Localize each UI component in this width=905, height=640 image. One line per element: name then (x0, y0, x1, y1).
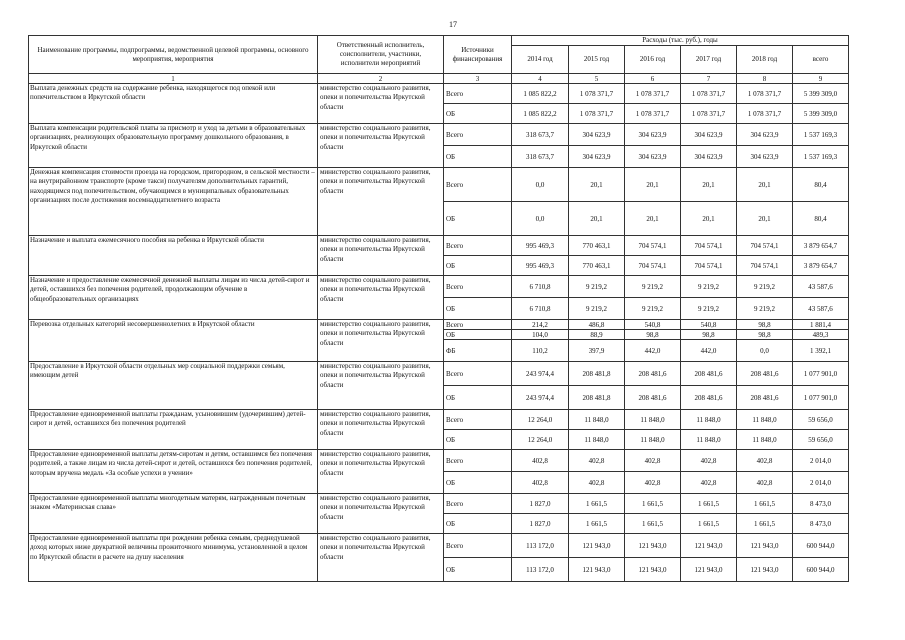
table-row (29, 320, 849, 330)
expense-value: 0,0 (512, 168, 569, 202)
expense-value: 5 399 309,0 (793, 84, 849, 104)
expense-value: 1 661,5 (569, 514, 625, 534)
executor: министерство социального развития, опеки и попечительства Иркутской области (318, 84, 444, 124)
column-number: 6 (625, 74, 681, 84)
expense-value: 20,1 (625, 168, 681, 202)
header-year: 2014 год (512, 46, 569, 74)
expense-value: 402,8 (737, 472, 793, 494)
expense-value: 9 219,2 (569, 276, 625, 298)
funding-source: Всего (444, 410, 512, 430)
expense-value: 12 264,0 (512, 430, 569, 450)
page-number: 17 (449, 20, 457, 29)
expense-value: 20,1 (569, 202, 625, 236)
expense-value: 88,9 (569, 330, 625, 340)
header-year: 2017 год (681, 46, 737, 74)
measure-name: Выплата компенсации родительской платы за присмотр и уход за детьми в образовательных организациях, реализующих образовательную программу дошкольного образования, в Иркутской области (29, 124, 318, 168)
expense-value: 1 661,5 (625, 494, 681, 514)
expense-value: 995 469,3 (512, 256, 569, 276)
funding-source: ОБ (444, 472, 512, 494)
column-number: 9 (793, 74, 849, 84)
expense-value: 208 481,6 (737, 362, 793, 386)
executor: министерство социального развития, опеки и попечительства Иркутской области (318, 168, 444, 236)
expense-value: 208 481,6 (625, 386, 681, 410)
expense-value: 1 661,5 (681, 514, 737, 534)
measure-name: Выплата денежных средств на содержание ребенка, находящегося под опекой или попечительством в Иркутской области (29, 84, 318, 124)
expense-value: 489,3 (793, 330, 849, 340)
header-year: всего (793, 46, 849, 74)
expense-value: 110,2 (512, 340, 569, 362)
expense-value: 59 656,0 (793, 430, 849, 450)
column-number: 7 (681, 74, 737, 84)
expense-value: 113 172,0 (512, 558, 569, 582)
expense-value: 11 848,0 (625, 430, 681, 450)
expense-value: 0,0 (512, 202, 569, 236)
expense-value: 8 473,0 (793, 514, 849, 534)
measure-name: Предоставление в Иркутской области отдельных мер социальной поддержки семьям, имеющим детей (29, 362, 318, 410)
expense-value: 121 943,0 (625, 534, 681, 558)
table-row (29, 494, 849, 514)
funding-source: Всего (444, 236, 512, 256)
expense-value: 98,8 (681, 330, 737, 340)
expense-value: 121 943,0 (681, 534, 737, 558)
header-year: 2015 год (569, 46, 625, 74)
funding-source: Всего (444, 450, 512, 472)
funding-source: ОБ (444, 430, 512, 450)
expense-value: 20,1 (681, 202, 737, 236)
expense-value: 1 078 371,7 (737, 84, 793, 104)
executor: министерство социального развития, опеки и попечительства Иркутской области (318, 276, 444, 320)
table-row (29, 124, 849, 146)
expense-value: 20,1 (737, 202, 793, 236)
expense-value: 704 574,1 (625, 256, 681, 276)
header-year: 2016 год (625, 46, 681, 74)
column-number: 2 (318, 74, 444, 84)
funding-source: ОБ (444, 202, 512, 236)
expense-value: 80,4 (793, 168, 849, 202)
expense-value: 9 219,2 (681, 298, 737, 320)
funding-source: ОБ (444, 330, 512, 340)
expense-value: 208 481,6 (737, 386, 793, 410)
expense-value: 208 481,6 (681, 362, 737, 386)
expense-value: 5 399 309,0 (793, 104, 849, 124)
funding-source: ОБ (444, 146, 512, 168)
expense-value: 1 077 901,0 (793, 386, 849, 410)
expense-value: 402,8 (625, 472, 681, 494)
measure-name: Перевозка отдельных категорий несовершеннолетних в Иркутской области (29, 320, 318, 362)
expense-value: 121 943,0 (737, 534, 793, 558)
header-source: Источники финансирования (444, 36, 512, 74)
measure-name: Предоставление единовременной выплаты детям-сиротам и детям, оставшимся без попечения родителей, а также лицам из числа детей-сирот и детей, оставшихся без попечения родителей, которым вручена медаль «За особые успехи в учении» (29, 450, 318, 494)
expense-value: 540,8 (681, 320, 737, 330)
expense-value: 600 944,0 (793, 534, 849, 558)
header-expenses: Расходы (тыс. руб.), годы (512, 36, 849, 46)
expense-value: 243 974,4 (512, 362, 569, 386)
expense-value: 11 848,0 (737, 410, 793, 430)
expense-value: 1 078 371,7 (569, 84, 625, 104)
expense-value: 1 827,0 (512, 514, 569, 534)
header-year: 2018 год (737, 46, 793, 74)
expense-value: 486,8 (569, 320, 625, 330)
funding-source: Всего (444, 168, 512, 202)
expense-value: 304 623,9 (569, 124, 625, 146)
executor: министерство социального развития, опеки и попечительства Иркутской области (318, 534, 444, 582)
expense-value: 1 085 822,2 (512, 104, 569, 124)
expense-value: 402,8 (569, 472, 625, 494)
funding-source: Всего (444, 494, 512, 514)
table-row (29, 410, 849, 430)
expense-value: 8 473,0 (793, 494, 849, 514)
expense-value: 1 537 169,3 (793, 146, 849, 168)
executor: министерство социального развития, опеки и попечительства Иркутской области (318, 362, 444, 410)
expense-value: 1 661,5 (737, 494, 793, 514)
expense-value: 20,1 (737, 168, 793, 202)
expense-value: 243 974,4 (512, 386, 569, 410)
column-number: 3 (444, 74, 512, 84)
table-row (29, 276, 849, 298)
expenses-table (28, 35, 849, 582)
expense-value: 11 848,0 (681, 430, 737, 450)
expense-value: 402,8 (681, 472, 737, 494)
expense-value: 121 943,0 (569, 558, 625, 582)
executor: министерство социального развития, опеки и попечительства Иркутской области (318, 124, 444, 168)
expense-value: 121 943,0 (569, 534, 625, 558)
expense-value: 11 848,0 (625, 410, 681, 430)
expense-value: 9 219,2 (625, 298, 681, 320)
expense-value: 397,9 (569, 340, 625, 362)
expense-value: 1 881,4 (793, 320, 849, 330)
expense-value: 318 673,7 (512, 124, 569, 146)
expense-value: 113 172,0 (512, 534, 569, 558)
funding-source: ОБ (444, 386, 512, 410)
expense-value: 2 014,0 (793, 472, 849, 494)
expense-value: 9 219,2 (625, 276, 681, 298)
expense-value: 704 574,1 (625, 236, 681, 256)
funding-source: Всего (444, 320, 512, 330)
expense-value: 11 848,0 (737, 430, 793, 450)
expense-value: 704 574,1 (737, 236, 793, 256)
expense-value: 1 078 371,7 (625, 104, 681, 124)
executor: министерство социального развития, опеки и попечительства Иркутской области (318, 494, 444, 534)
expense-value: 770 463,1 (569, 236, 625, 256)
expense-value: 12 264,0 (512, 410, 569, 430)
expense-value: 80,4 (793, 202, 849, 236)
funding-source: Всего (444, 84, 512, 104)
table-row (29, 362, 849, 386)
expense-value: 20,1 (569, 168, 625, 202)
funding-source: Всего (444, 534, 512, 558)
expense-value: 1 078 371,7 (681, 84, 737, 104)
expense-value: 770 463,1 (569, 256, 625, 276)
expense-value: 1 078 371,7 (569, 104, 625, 124)
funding-source: Всего (444, 276, 512, 298)
measure-name: Предоставление единовременной выплаты при рождении ребенка семьям, среднедушевой доход которых ниже двукратной величины прожиточного минимума, установленной в целом по Иркутской области в расчете на душу населения (29, 534, 318, 582)
expense-value: 1 661,5 (737, 514, 793, 534)
expense-value: 402,8 (625, 450, 681, 472)
expense-value: 704 574,1 (681, 236, 737, 256)
expense-value: 0,0 (737, 340, 793, 362)
executor: министерство социального развития, опеки и попечительства Иркутской области (318, 320, 444, 362)
expense-value: 20,1 (681, 168, 737, 202)
expense-value: 43 587,6 (793, 276, 849, 298)
expense-value: 1 661,5 (681, 494, 737, 514)
table-row (29, 450, 849, 472)
expense-value: 98,8 (625, 330, 681, 340)
expense-value: 1 661,5 (569, 494, 625, 514)
expense-value: 9 219,2 (737, 298, 793, 320)
expense-value: 104,0 (512, 330, 569, 340)
expense-value: 1 392,1 (793, 340, 849, 362)
expense-value: 3 879 654,7 (793, 256, 849, 276)
expense-value: 98,8 (737, 330, 793, 340)
expense-value: 121 943,0 (625, 558, 681, 582)
expense-value: 43 587,6 (793, 298, 849, 320)
expense-value: 402,8 (569, 450, 625, 472)
measure-name: Денежная компенсация стоимости проезда на городском, пригородном, в сельской местности – на внутрирайонном транспорте (кроме такси) получателям дополнительных гарантий, находящимся под попечительством, обучающимся в муниципальных образовательных организациях после достижения восемнадцатилетнего возраста (29, 168, 318, 236)
expense-value: 442,0 (681, 340, 737, 362)
expense-value: 2 014,0 (793, 450, 849, 472)
funding-source: ОБ (444, 104, 512, 124)
expense-value: 1 085 822,2 (512, 84, 569, 104)
expense-value: 600 944,0 (793, 558, 849, 582)
expense-value: 402,8 (512, 472, 569, 494)
expense-value: 704 574,1 (681, 256, 737, 276)
header-name: Наименование программы, подпрограммы, ведомственной целевой программы, основного мероприятия, мероприятия (29, 36, 318, 74)
funding-source: ФБ (444, 340, 512, 362)
table-row (29, 84, 849, 104)
expense-value: 208 481,8 (569, 386, 625, 410)
expense-value: 1 827,0 (512, 494, 569, 514)
funding-source: ОБ (444, 558, 512, 582)
expense-value: 3 879 654,7 (793, 236, 849, 256)
measure-name: Предоставление единовременной выплаты гражданам, усыновившим (удочерившим) детей-сирот и детей, оставшихся без попечения родителей (29, 410, 318, 450)
expense-value: 11 848,0 (681, 410, 737, 430)
expense-value: 1 078 371,7 (625, 84, 681, 104)
column-number: 5 (569, 74, 625, 84)
funding-source: ОБ (444, 298, 512, 320)
expense-value: 304 623,9 (625, 146, 681, 168)
expense-value: 704 574,1 (737, 256, 793, 276)
expense-value: 304 623,9 (681, 124, 737, 146)
expense-value: 402,8 (737, 450, 793, 472)
expense-value: 208 481,8 (569, 362, 625, 386)
expense-value: 20,1 (625, 202, 681, 236)
expense-value: 9 219,2 (569, 298, 625, 320)
header-executor: Ответственный исполнитель, соисполнители, участники, исполнители мероприятий (318, 36, 444, 74)
expense-value: 208 481,6 (625, 362, 681, 386)
expense-value: 1 078 371,7 (681, 104, 737, 124)
measure-name: Назначение и выплата ежемесячного пособия на ребенка в Иркутской области (29, 236, 318, 276)
expense-value: 208 481,6 (681, 386, 737, 410)
expense-value: 318 673,7 (512, 146, 569, 168)
expense-value: 1 537 169,3 (793, 124, 849, 146)
expense-value: 98,8 (737, 320, 793, 330)
expense-value: 6 710,8 (512, 298, 569, 320)
table-row (29, 168, 849, 202)
expense-value: 214,2 (512, 320, 569, 330)
executor: министерство социального развития, опеки и попечительства Иркутской области (318, 236, 444, 276)
expense-value: 402,8 (512, 450, 569, 472)
expense-value: 9 219,2 (681, 276, 737, 298)
expense-value: 304 623,9 (625, 124, 681, 146)
column-number: 4 (512, 74, 569, 84)
executor: министерство социального развития, опеки и попечительства Иркутской области (318, 450, 444, 494)
expense-value: 304 623,9 (681, 146, 737, 168)
table-row (29, 236, 849, 256)
expense-value: 9 219,2 (737, 276, 793, 298)
expense-value: 304 623,9 (737, 146, 793, 168)
expense-value: 442,0 (625, 340, 681, 362)
expense-value: 304 623,9 (737, 124, 793, 146)
expense-value: 6 710,8 (512, 276, 569, 298)
expense-value: 59 656,0 (793, 410, 849, 430)
table-row (29, 534, 849, 558)
expense-value: 995 469,3 (512, 236, 569, 256)
funding-source: ОБ (444, 514, 512, 534)
column-number: 8 (737, 74, 793, 84)
funding-source: ОБ (444, 256, 512, 276)
funding-source: Всего (444, 362, 512, 386)
measure-name: Предоставление единовременной выплаты многодетным матерям, награжденным почетным знаком «Материнская слава» (29, 494, 318, 534)
expense-value: 540,8 (625, 320, 681, 330)
expense-value: 402,8 (681, 450, 737, 472)
expense-value: 1 661,5 (625, 514, 681, 534)
expense-value: 121 943,0 (681, 558, 737, 582)
expense-value: 11 848,0 (569, 410, 625, 430)
executor: министерство социального развития, опеки и попечительства Иркутской области (318, 410, 444, 450)
expense-value: 1 077 901,0 (793, 362, 849, 386)
expense-value: 304 623,9 (569, 146, 625, 168)
column-number: 1 (29, 74, 318, 84)
funding-source: Всего (444, 124, 512, 146)
expense-value: 1 078 371,7 (737, 104, 793, 124)
measure-name: Назначение и предоставление ежемесячной денежной выплаты лицам из числа детей-сирот и детей, оставшихся без попечения родителей, продолжающим обучение в общеобразовательных организациях (29, 276, 318, 320)
expense-value: 11 848,0 (569, 430, 625, 450)
expense-value: 121 943,0 (737, 558, 793, 582)
